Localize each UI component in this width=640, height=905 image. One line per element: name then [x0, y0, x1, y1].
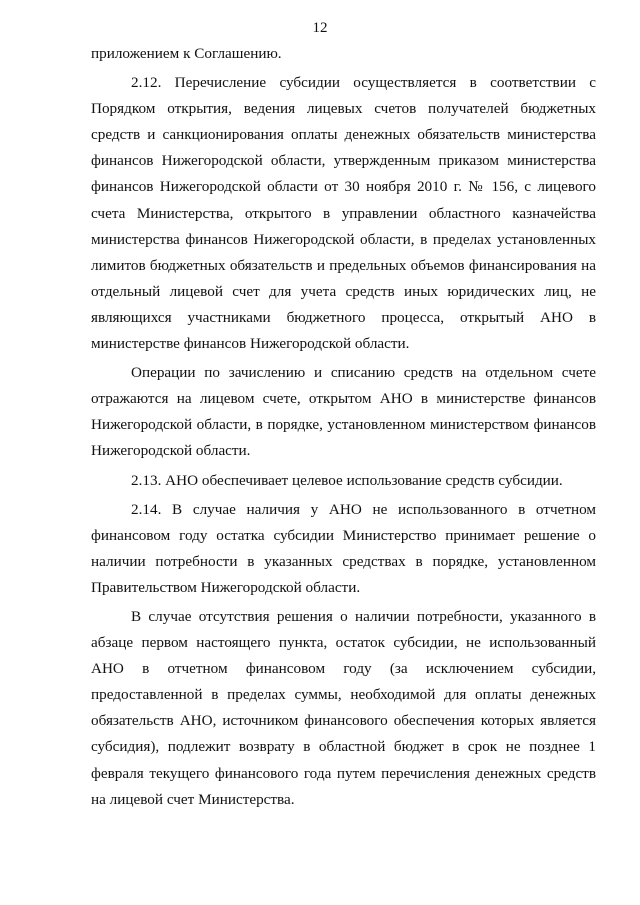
paragraph-continuation: приложением к Соглашению.	[91, 45, 282, 62]
paragraph-2-14: 2.14. В случае наличия у АНО не использованного в отчетном финансовом году остатка субсидии Министерство принимает решение о наличии потребности в указанных средствах в порядке, установленном Правительством Нижегородской области.	[91, 500, 596, 596]
page-number: 12	[312, 20, 328, 36]
document-body	[91, 41, 596, 813]
paragraph-absence-of-decision: В случае отсутствия решения о наличии потребности, указанного в абзаце первом настоящего пункта, остаток субсидии, не использованный АНО в отчетном финансовом году (за исключением субсидии, предоставленной в пределах суммы, необходимой для оплаты денежных обязательств АНО, источником финансового обеспечения которых является субсидия), подлежит возврату в областной бюджет в срок не позднее 1 февраля текущего финансового года путем перечисления денежных средств на лицевой счет Министерства.	[91, 607, 596, 808]
paragraph-2-12: 2.12. Перечисление субсидии осуществляется в соответствии с Порядком открытия, ведения лицевых счетов получателей бюджетных средств и санкционирования оплаты денежных обязательств министерства финансов Нижегородской области, утвержденным приказом министерства финансов Нижегородской области от 30 ноября 2010 г. № 156, с лицевого счета Министерства, открытого в управлении областного казначейства министерства финансов Нижегородской области, в пределах установленных лимитов бюджетных обязательств и предельных объемов финансирования на отдельный лицевой счет для учета средств иных юридических лиц, не являющихся участниками бюджетного процесса, открытый АНО в министерстве финансов Нижегородской области.	[91, 74, 596, 353]
paragraph-2-13: 2.13. АНО обеспечивает целевое использование средств субсидии.	[131, 471, 563, 489]
paragraph-operations: Операции по зачислению и списанию средств на отдельном счете отражаются на лицевом счете, открытом АНО в министерстве финансов Нижегородской области, в порядке, установленном министерством финансов Нижегородской области.	[91, 364, 596, 460]
